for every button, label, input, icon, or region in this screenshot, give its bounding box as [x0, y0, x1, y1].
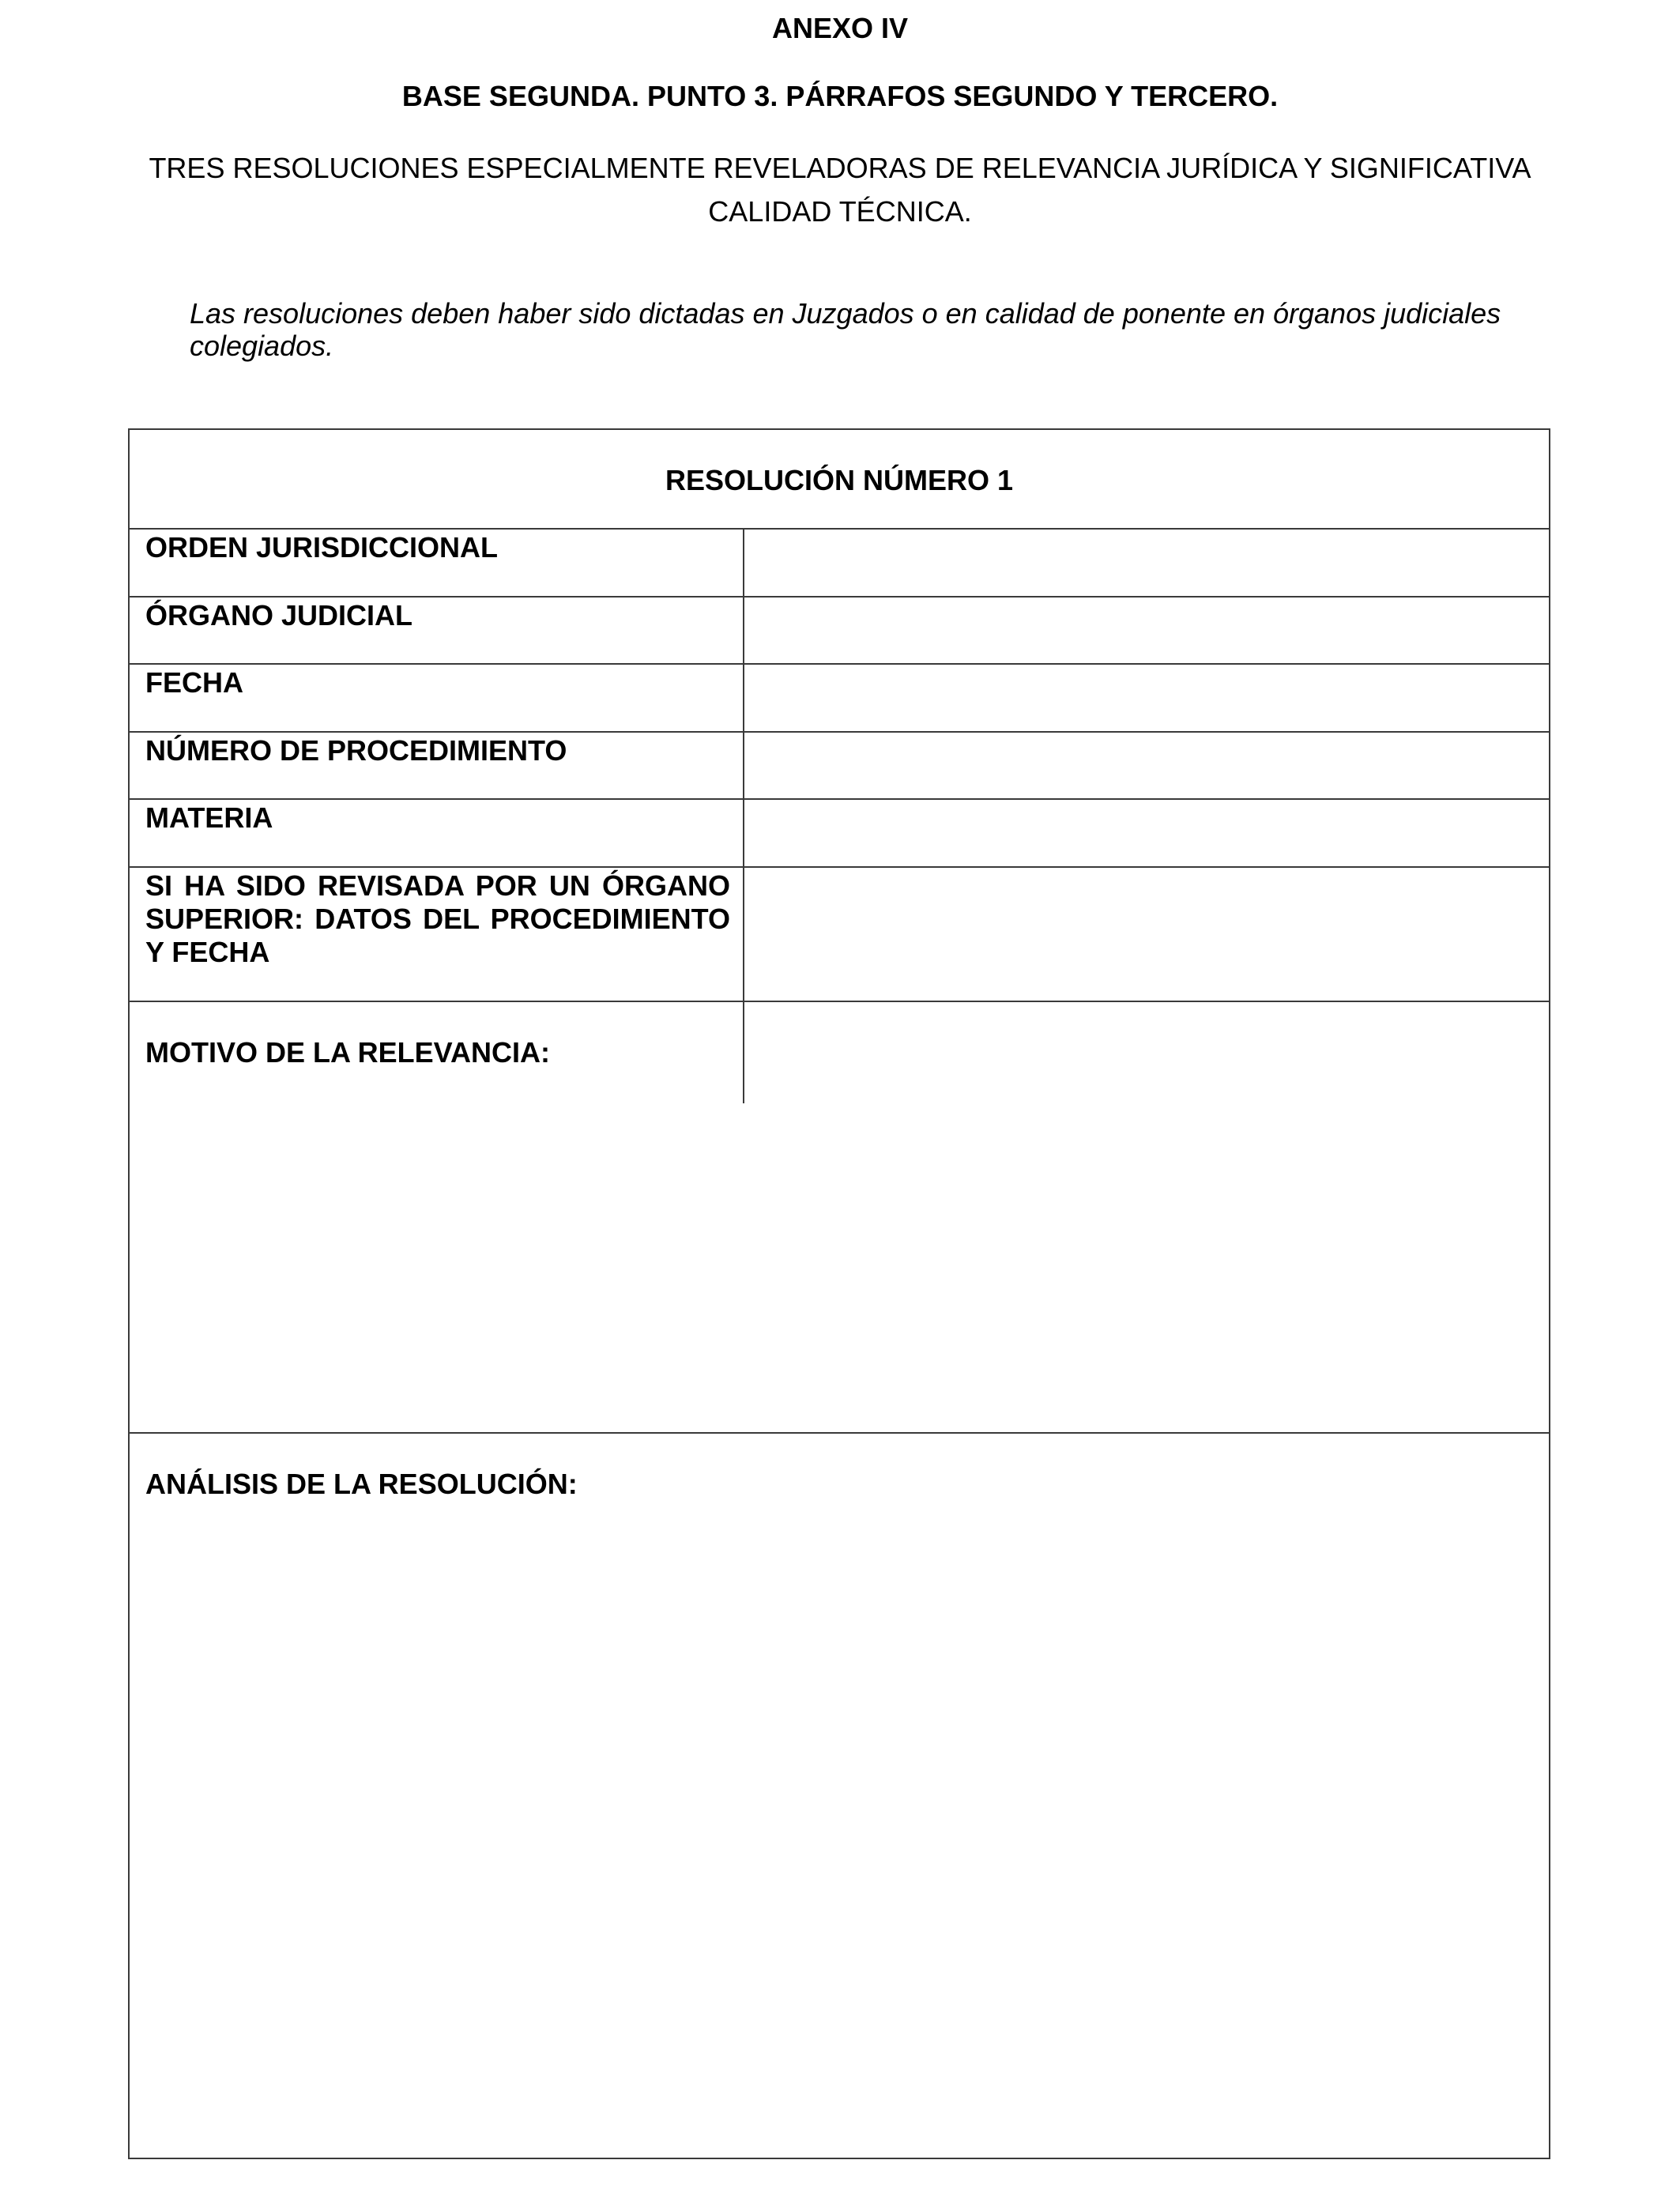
section-label-analisis-resolucion: ANÁLISIS DE LA RESOLUCIÓN: — [145, 1468, 578, 1500]
field-value-numero-procedimiento[interactable] — [744, 733, 1549, 798]
row-divider — [130, 1432, 1549, 1434]
section-area-analisis-resolucion[interactable] — [130, 1510, 1549, 2156]
resolution-form-table — [128, 428, 1550, 2159]
field-value-orden-jurisdiccional[interactable] — [744, 530, 1549, 596]
field-label-fecha: FECHA — [145, 666, 243, 699]
row-divider — [130, 1001, 1549, 1002]
subtitle-line-2: CALIDAD TÉCNICA. — [708, 195, 972, 228]
field-value-materia[interactable] — [744, 800, 1549, 866]
field-value-fecha[interactable] — [744, 665, 1549, 731]
field-value-organo-judicial[interactable] — [744, 598, 1549, 663]
section-area-motivo-relevancia[interactable] — [130, 1078, 1549, 1431]
field-value-revision-organo-superior[interactable] — [744, 868, 1549, 1001]
annex-title: ANEXO IV — [771, 12, 909, 44]
instruction-note-line-1: Las resoluciones deben haber sido dictadas en Juzgados o en calidad de ponente en órganos judiciales — [190, 297, 1501, 330]
field-label-numero-procedimiento: NÚMERO DE PROCEDIMIENTO — [145, 734, 567, 767]
field-label-materia: MATERIA — [145, 801, 273, 834]
form-title: RESOLUCIÓN NÚMERO 1 — [665, 464, 1014, 496]
field-label-revision-organo-superior: SI HA SIDO REVISADA POR UN ÓRGANO SUPERIOR: DATOS DEL PROCEDIMIENTO Y FECHA — [145, 869, 730, 968]
instruction-note-line-2: colegiados. — [190, 330, 334, 362]
base-heading: BASE SEGUNDA. PUNTO 3. PÁRRAFOS SEGUNDO Y TERCERO. — [401, 80, 1279, 112]
section-label-motivo-relevancia: MOTIVO DE LA RELEVANCIA: — [145, 1036, 550, 1069]
field-label-organo-judicial: ÓRGANO JUDICIAL — [145, 599, 413, 631]
field-label-orden-jurisdiccional: ORDEN JURISDICCIONAL — [145, 531, 499, 564]
subtitle-line-1: TRES RESOLUCIONES ESPECIALMENTE REVELADORAS DE RELEVANCIA JURÍDICA Y SIGNIFICATIVA — [149, 152, 1531, 184]
